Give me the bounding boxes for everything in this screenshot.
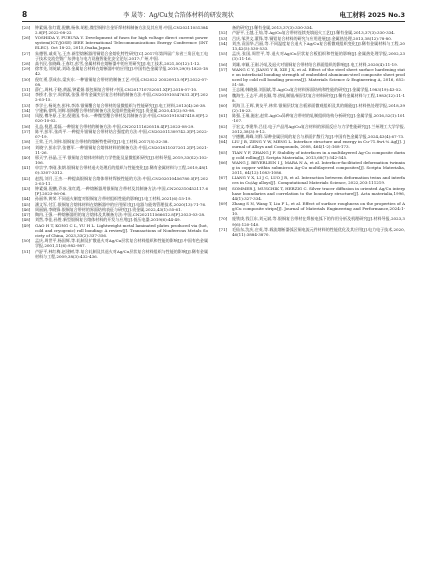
reference-number: [57] xyxy=(219,66,228,72)
reference-text: 庞铁庚,钱江东,刘元斌,等.银铜复合带材在焊接电弧下的作用分析及机理研究[J].材料导报,2023,39(6):120-140. xyxy=(232,216,405,227)
reference-text: 刘雄,申颖,王刚.冷轧及退火对银铜复合带材结合界面组织的影响[J].电工材料,2020(4):11-19. xyxy=(232,61,398,67)
journal-name: 电工材料 xyxy=(339,10,366,19)
reference-text: TIAN Y F, ZHANG J F. Stability of interfaces in a multilayered Ag-Cu composite during cold rolling[J]. Scripta Materialia, 2013,68(7):542-545. xyxy=(232,149,405,160)
reference-text: 陈平,彭军,张尚平.一种提升银铜复合带材结合强度的方法:中国,CN202011309742.3[P].2022-07-19. xyxy=(35,128,208,139)
reference-text: 钟素娟,倪鹏,乔冰,张红霞,一种熔断器用银铜复合带材及其制备方法:中国,CN202310452117.6[P].2023-06-06. xyxy=(35,185,208,196)
reference-entry xyxy=(219,67,405,87)
reference-number: [54] xyxy=(219,40,228,46)
reference-number: [36] xyxy=(22,123,31,129)
reference-number: [47] xyxy=(22,212,31,218)
reference-number: [28] xyxy=(22,61,31,67)
reference-entry xyxy=(219,124,405,134)
reference-number: [55] xyxy=(219,51,228,57)
reference-text: 李桥才,张宁,周荣斌,张强.带有金属夹层复合材料的制备方法:中国,CN201910547631.3[P].2022-03-15. xyxy=(35,92,208,103)
reference-number: [43] xyxy=(22,185,31,191)
reference-number: [56] xyxy=(219,61,228,67)
reference-number: [32] xyxy=(22,92,31,98)
reference-text: 刘然,李佳,孙胜.新型银铜复合熔体材料的开发与应用[J].低压电器,2019(6):44-49. xyxy=(35,217,181,223)
reference-number: [65] xyxy=(219,149,228,155)
reference-text: 宁德鹏,周峰,刘科.异种金属层间的复合与界面扩散行为[J].中国有色金属学报,2024,43(4):67-73. xyxy=(232,133,405,139)
reference-entry xyxy=(22,176,208,186)
reference-entry xyxy=(22,186,208,196)
reference-text: 刘晓宁,彭东学,张德军.一种银铜复合熔体材料的制备方法:中国,CN201811037201.2[P].2021-11-26. xyxy=(35,144,208,155)
reference-text: 高书民,张晓峰,王春红,彭雪,金属材料在熔断器中的应用研究[J].电工技术,2021,50(12):1-12. xyxy=(35,61,201,67)
reference-entry xyxy=(219,41,405,51)
reference-number: [35] xyxy=(22,113,31,119)
reference-text: 卢舒平,林红梅,赵建树,等.复合轧制及其退火对Ag/Cu层状复合材料组织与性能的影响[J].稀有金属材料与工程,2009,38(3):432-436. xyxy=(35,248,208,259)
reference-entry xyxy=(22,124,208,129)
reference-text: 于宏文,李建华,吕佳.电子产品用Ag/Cu复合材料的界面反应与力学性能研究[J].兰州理工大学学报,2012,38(3):9-12. xyxy=(232,123,405,134)
reference-entry xyxy=(219,134,405,139)
reference-number: [30] xyxy=(22,76,31,82)
reference-entry xyxy=(219,30,405,35)
reference-text: LIU J B, ZENG Y W, MENG L. Interface structure and energy in Cu-71.8wt.% Ag[J]. Journal of Alloys and Compounds, 2008, 464(1-2):168-173. xyxy=(232,139,405,150)
page-header xyxy=(22,7,405,21)
reference-text: 卢舒平,王越,王灿,等.Ag/Cu复合带材连续充填退火工艺[J].稀有金属,2013,37(3):330-334. xyxy=(232,30,395,36)
references-columns xyxy=(22,25,405,565)
reference-number: [25] xyxy=(22,25,31,30)
reference-entry xyxy=(22,196,208,201)
reference-number: [37] xyxy=(22,128,31,134)
reference-text: WANG J, BEYERLEIN I J, MARA N A, et al. Interface-facilitated deformation twinning in copper within submicron Ag-Cu multilayered composites[J]. Scripta Materialia, 2011, 64(12):1083-1086. xyxy=(232,159,405,176)
reference-text: 倪红勇,蔡成东,梁庆东.一种银铜复合带材的制备工艺:中国,CN2022 20520913.9[P].2022-07-08. xyxy=(35,76,208,87)
reference-text: 陶冉,王强.一种熔断器用的复合熔体及其制备方法:中国,CN202111566612.8[P].2023-03-28. xyxy=(35,212,206,218)
reference-text: 朱德智,戚英飞,王杰.新型熔断器用铜铝合金熔化特性研究[C].2017年第四届广东省三角区电工电子技术交流会暨广东供电与电力设施智能化安全论坛.2017:广州,中国. xyxy=(35,50,208,61)
reference-entry xyxy=(22,35,208,50)
reference-entry xyxy=(219,36,405,41)
reference-entry xyxy=(219,62,405,67)
reference-text: 赵凯,刘月,王杰.一种提高银铜复合熔体带材焊接性能的方法:中国,CN202010456780.5[P].2022-03-11. xyxy=(35,175,208,186)
reference-text: SOMMER J, MUSCHIK T, HERZIG C. Silver tracer diffusion in oriented Ag/Cu interphase boundaries and correlation to the boundary structure[J]. Acta materialia,1996,44(1):327-334. xyxy=(232,185,405,201)
reference-text: 刘海卫,王晖,黄友平,林荣.银铜层状复合板界面微观组织及其的细能[J].材料热处理学报,2018,39(2):18-23. xyxy=(232,102,405,113)
reference-entry xyxy=(22,103,208,108)
reference-number: [26] xyxy=(22,35,31,41)
reference-number: [63] xyxy=(219,133,228,139)
reference-text: 申宗宇,李刚,张朗.银铜复合带材退火处理后的组织与性能变化[J].稀有金属材料与工程,2019,48(10):3307-3312. xyxy=(35,165,208,176)
header-rule xyxy=(22,21,405,22)
page-number: 8 xyxy=(22,9,28,19)
reference-entry xyxy=(22,113,208,123)
reference-number: [40] xyxy=(22,154,31,160)
reference-number: [60] xyxy=(219,102,228,108)
reference-entry xyxy=(22,238,208,248)
reference-entry xyxy=(22,202,208,207)
reference-number: [38] xyxy=(22,139,31,145)
reference-number: [27] xyxy=(22,50,31,56)
journal-issue: No.3 xyxy=(388,10,405,19)
reference-number: [58] xyxy=(219,87,228,93)
reference-number: [50] xyxy=(22,238,31,244)
running-article-title: 李 晟等：Ag/Cu复合箔体材料的研发现状 xyxy=(123,11,234,19)
reference-entry xyxy=(219,186,405,201)
reference-number: [52] xyxy=(219,30,228,36)
reference-entry xyxy=(22,92,208,102)
reference-number: [69] xyxy=(219,201,228,207)
reference-number: [67] xyxy=(219,175,228,181)
reference-number xyxy=(219,25,232,30)
reference-text: 孟庆,张国,周世平,等.退火对Ag/Cu层状复合板组织和性能的影响[J].金属热处理学报,2002,23(3):11-16. xyxy=(232,51,405,62)
reference-text: 李学士,杨英杰,彭伟,李涛.银铜覆合复合带材的显微组织与性能研究[J].电工材料,2013(4):26-38. xyxy=(35,102,207,108)
reference-number: [51] xyxy=(22,248,31,254)
reference-text: 孔益,倪恩,姜磊.一种银复合带材的制备方法:中国,CN202111620518.4[P].2023-08-29. xyxy=(35,123,195,129)
reference-number: [33] xyxy=(22,102,31,108)
references-left-column xyxy=(22,25,208,565)
reference-number: [53] xyxy=(219,35,228,41)
journal-info xyxy=(295,10,405,19)
reference-entry xyxy=(22,145,208,155)
reference-text: 薛仁,周林,于晓,黄磊,钟素娟.银包铜复合带材:中国,CN201710752051.X[P].2018-07-10. xyxy=(35,87,198,93)
reference-text: LIANG Y X, LI J C, LUO J R, et al. Interaction between deformation twins and interfaces in Cu/Ag alloys[J]. Computational Materials Science, 2022,203:111219. xyxy=(232,175,405,186)
reference-text: 凤锐,傅冬原,王宏,倪建国,韦永.一种微型覆合带材及其制备方法:中国,CN201910347418.0[P].2020-10-02. xyxy=(35,113,208,124)
reference-entry xyxy=(219,175,405,185)
reference-entry xyxy=(22,51,208,61)
journal-year: 2025 xyxy=(367,10,386,19)
reference-number: [39] xyxy=(22,144,31,150)
reference-text: 宁建新,徐鸣,刘辉.银铜覆合带材的制备方法及组织性能研究[J].贵金属,2020,41(2):93-98. xyxy=(35,108,196,113)
reference-number: [61] xyxy=(219,113,228,119)
reference-entry xyxy=(219,113,405,123)
reference-number: [71] xyxy=(219,226,228,232)
reference-number: [49] xyxy=(22,222,31,228)
reference-entry xyxy=(219,103,405,113)
reference-entry xyxy=(219,87,405,92)
reference-text: 周丽娟,李晓锋.银铜复合带材的界面结构表征与研究[J].贵金属,2022,43(1):55-61. xyxy=(35,206,182,212)
reference-text: 潘文军,付江.银铜复合熔体材料在熔断器中的应用探讨[J].电器与能效管理技术,2020(13):71-76. xyxy=(35,201,207,207)
reference-entry xyxy=(219,201,405,216)
reference-entry xyxy=(219,150,405,160)
reference-entry xyxy=(219,216,405,226)
reference-text: 吕庆,邹洪文,董锋,等.铜铝复合材料的研究与应用进展[J].金属热处理,2013,38(12):78-80. xyxy=(232,35,393,41)
reference-number: [34] xyxy=(22,108,31,113)
reference-text: 魏海生,王志平,胡长顺,等.热轧制银/铜层状复合材料研究[J].稀有金属材料与工程,1983(12):11-18. xyxy=(232,92,405,103)
reference-text: 刘杰,袁国华,吕丽,等.不同温度复合退火下Ag/Cu复合板微观组织变化[J].稀有金属材料与工程,2013,42(5):530-533. xyxy=(232,40,405,51)
reference-number: [66] xyxy=(219,159,228,165)
reference-text: 邢天宇,孙晶,王平.银铜复合熔体材料的力学性能及显微组织研究[J].材料导报,2019,33(S2):102-106. xyxy=(35,154,208,165)
reference-text: 王志刚,韩晓娟,刘国斌,等.Ag/Cu复合材料界面结构和性能的研究[J].金属学报,1983(19):43-52. xyxy=(232,87,403,93)
reference-entry xyxy=(22,249,208,259)
reference-number: [42] xyxy=(22,175,31,181)
reference-text: 孙丽华,黄荣.不同退火制度对银铜复合带材组织性能的影响[J].电工材料,2021(6):15-19. xyxy=(35,196,192,202)
reference-text: 钟素娟,张红霞,倪鹏,杨伟,胡松,微型铜锌合金钎焊材料制备方法及其应用:中国,CN202110513842.8[P].2022-08-22 xyxy=(35,25,208,36)
reference-number: [62] xyxy=(219,123,228,129)
reference-entry xyxy=(22,66,208,76)
reference-entry xyxy=(22,165,208,175)
reference-text: 陈强,王瑞,施宏,赵荣.Ag/Cu异种复合带材的轧制组织结构分析研究[J].金属学报,2016,52(1):101-107. xyxy=(232,113,405,124)
reference-text: 备的研究[J].稀有金属,2013,37(3):330-334. xyxy=(232,25,314,30)
reference-entry xyxy=(219,227,405,237)
reference-text: YOSHIDA Y, FURUYA Y. Development of fuses for high voltage direct current power system(ICT/JOSE) IEEE International Telecommunications Energy Conference (INTELEC). Oct 18-22, 2015,Osaka,Japan. xyxy=(35,35,208,51)
reference-text: 孟庆,周世平,杨国辉,等.轧制及扩散退火对Ag/Cu层状复合材料组织和性能的影响[J].中国有色金属学报,2001,11(6):982-987. xyxy=(35,238,208,249)
reference-number: [48] xyxy=(22,217,31,223)
reference-number: [44] xyxy=(22,196,31,202)
reference-number: [45] xyxy=(22,201,31,207)
reference-entry xyxy=(22,129,208,139)
reference-number: [59] xyxy=(219,92,228,98)
reference-entry xyxy=(219,139,405,149)
reference-number: [64] xyxy=(219,139,228,145)
reference-entry xyxy=(22,77,208,87)
reference-entry xyxy=(22,155,208,165)
reference-entry xyxy=(219,51,405,61)
reference-text: 毛仙东,沈庆,庄英,等.载流熔断器弧区铜电流元件材料的性能优化及其应用[J].电力电子技术,2020,46(11):3884-3870. xyxy=(232,226,405,237)
references-right-column xyxy=(219,25,405,565)
reference-entry xyxy=(22,217,208,222)
reference-text: 徐孝先,刘英斌,刘琦.金属复合材料在熔断器中的应用[J].中国有色金属学报,2019,29(9):1825-1842. xyxy=(35,66,208,77)
reference-number: [31] xyxy=(22,87,31,93)
reference-entry xyxy=(22,25,208,35)
reference-text: WANG C Y, JIANG Y B, XIE J X, et al. Effect of the steel sheet surface hardening state on interfacial bonding strength of embedded aluminum-steel composite sheet produced by cold roll bonding process[J]. Materials Science & Engineering A, 2016, 652: 51-58. xyxy=(232,66,405,88)
reference-entry xyxy=(219,93,405,103)
reference-number: [46] xyxy=(22,206,31,212)
reference-text: 王荣,王兴,刘伟.银铜复合带材的熔断特性研究[J].电工材料,2017(5):32-38. xyxy=(35,139,169,145)
reference-number: [70] xyxy=(219,216,228,222)
reference-text: GAO H T, KONG C L, YU H L. Lightweight metal laminated plates produced via (hot, cold and cryogenic) roll bonding: A review[J]. Transactions of Nonferrous Metals Society of China, 2023,33(2):337-356. xyxy=(35,222,208,238)
reference-entry xyxy=(22,139,208,144)
reference-number: [29] xyxy=(22,66,31,72)
reference-entry xyxy=(219,160,405,175)
reference-number: [68] xyxy=(219,185,228,191)
reference-text: Zhang S N, Wang T, Liu F L, et al. Effect of surface roughness on the properties of Ag/Cu composite strips[J]. Journal of Materials Engineering and Performance,2024:1-10. xyxy=(232,201,405,217)
reference-entry xyxy=(22,223,208,238)
reference-number: [41] xyxy=(22,165,31,171)
